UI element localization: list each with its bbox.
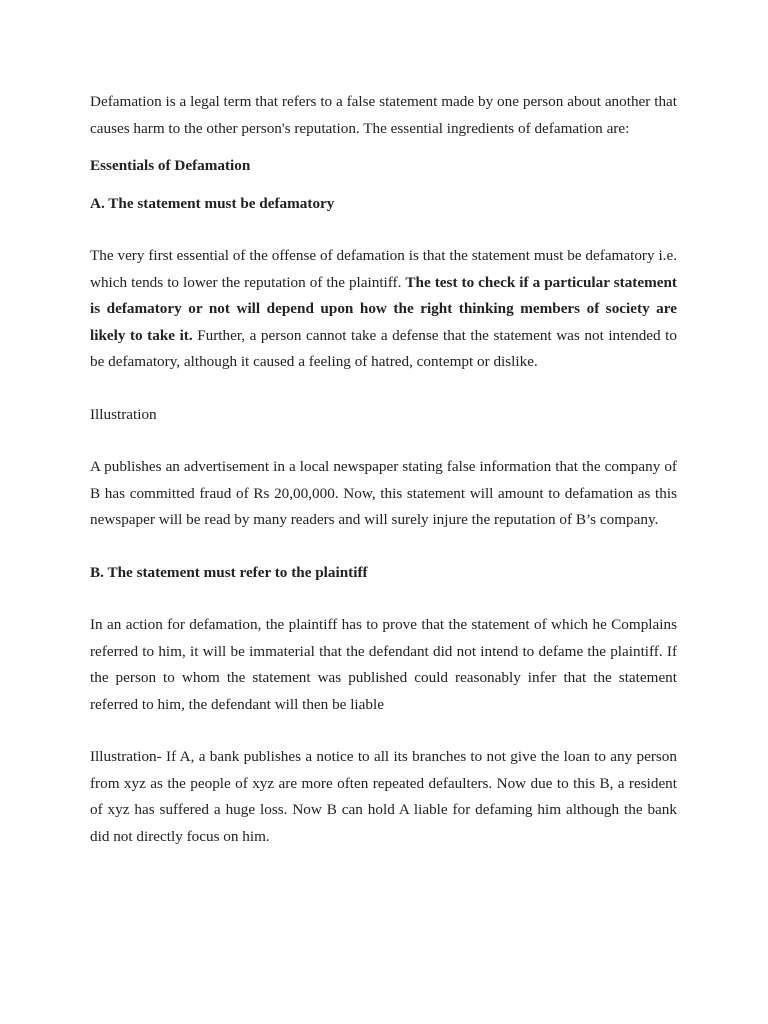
illustration-label: Illustration xyxy=(90,405,157,423)
section-b-illustration: Illustration- If A, a bank publishes a notice to all its branches to not give the loan to any person from xyz as the people of xyz are more often repeated defaulters. Now due to this B, a resident of xyz has suffered a huge loss. Now B can hold A liable for defaming him although the bank did not directly focus on him. xyxy=(90,748,677,845)
main-heading: Essentials of Defamation xyxy=(90,157,251,174)
section-b-paragraph: In an action for defamation, the plaintiff has to prove that the statement of which he Complains referred to him, it will be immaterial that the defendant did not intend to defame the plaintiff. If the person to whom the statement was published could reasonably infer that the statement referred to him, the defendant will then be liable xyxy=(90,616,677,713)
section-a-bold-text: The test to check if a particular statement is defamatory or not will depend upon how the right thinking members of society are likely to take it. xyxy=(90,273,677,344)
section-b-heading: B. The statement must refer to the plaintiff xyxy=(90,563,368,581)
intro-paragraph: Defamation is a legal term that refers to a false statement made by one person about another that causes harm to the other person's reputation. The essential ingredients of defamation are: xyxy=(90,93,677,137)
section-a-paragraph xyxy=(90,243,677,376)
document-page xyxy=(90,89,677,850)
section-a-text-end: Further, a person cannot take a defense that the statement was not intended to be defamatory, although it caused a feeling of hatred, contempt or dislike. xyxy=(90,326,677,370)
section-a-heading: A. The statement must be defamatory xyxy=(90,194,335,212)
section-a-text-start: The very first essential of the offense of defamation is that the statement must be defamatory i.e. which tends to lower the reputation of the plaintiff. xyxy=(90,247,677,291)
section-a-illustration: A publishes an advertisement in a local newspaper stating false information that the company of B has committed fraud of Rs 20,00,000. Now, this statement will amount to defamation as this newspaper will be read by many readers and will surely injure the reputation of B’s company. xyxy=(90,458,677,528)
